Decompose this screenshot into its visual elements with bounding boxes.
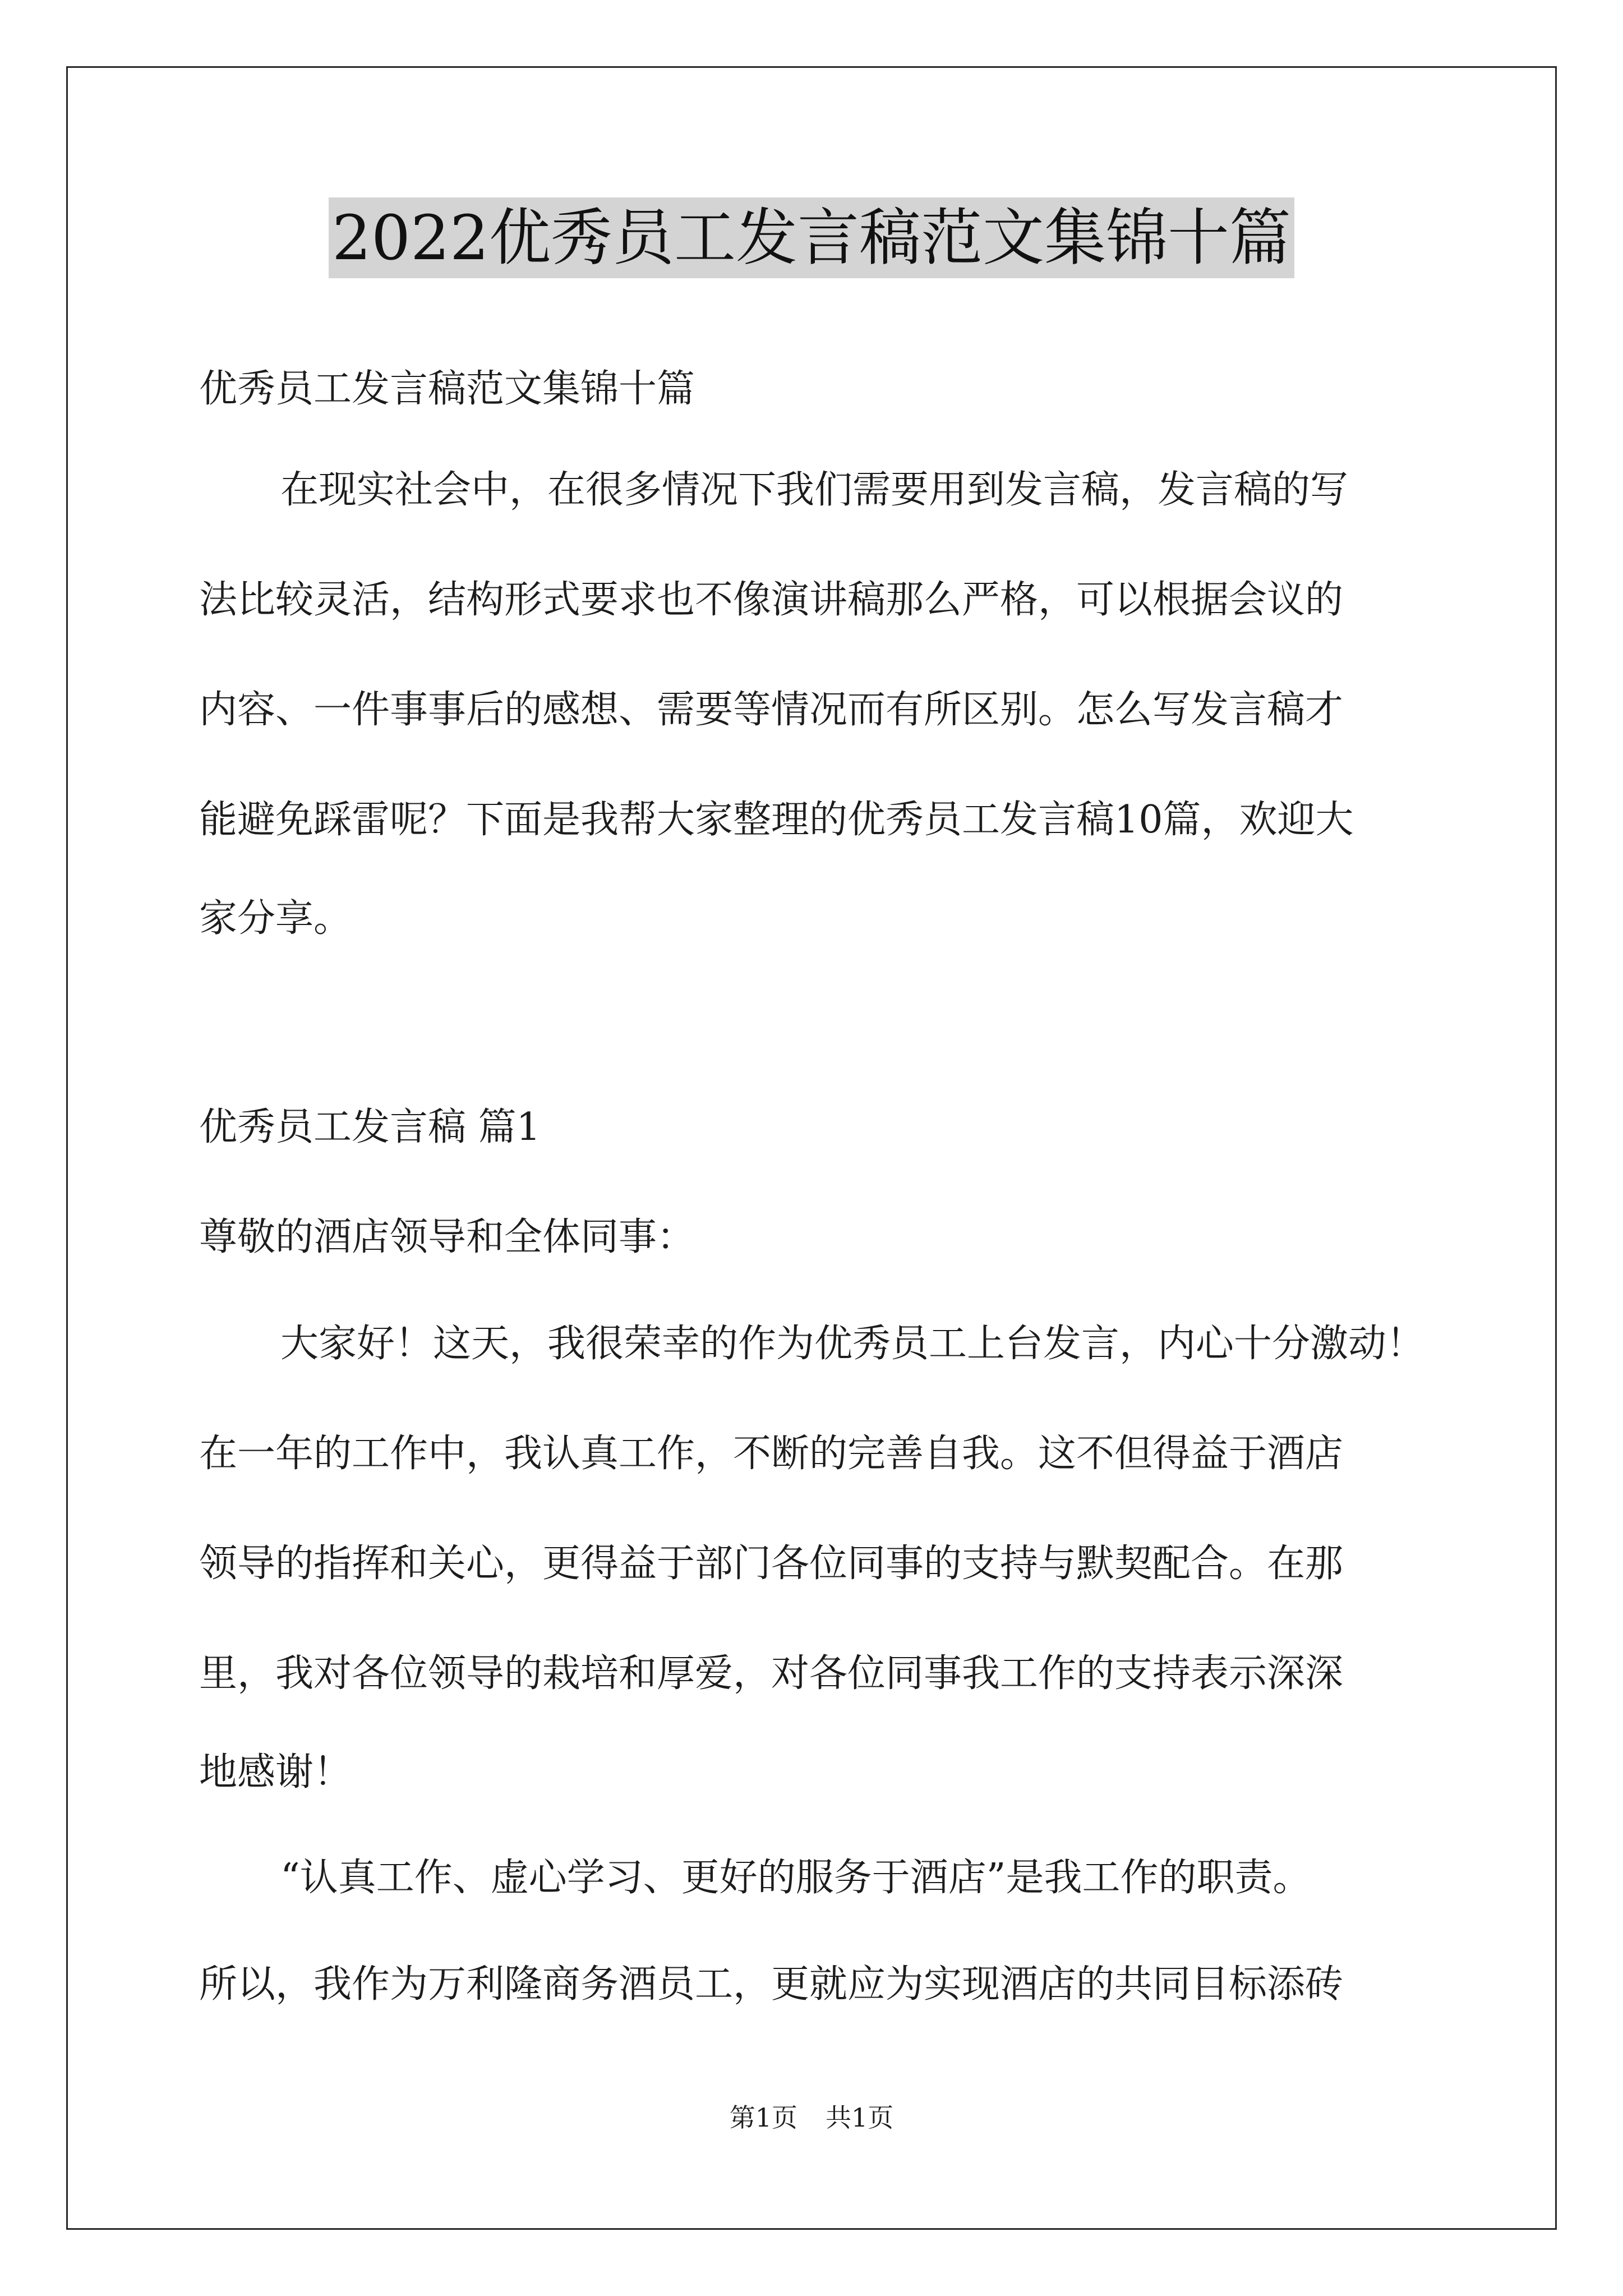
- intro-line: 法比较灵活，结构形式要求也不像演讲稿那么严格，可以根据会议的: [199, 578, 1344, 622]
- paragraph-line: 大家好！这天，我很荣幸的作为优秀员工上台发言，内心十分激动！: [280, 1322, 1425, 1366]
- document-subtitle: 优秀员工发言稿范文集锦十篇: [199, 367, 695, 411]
- page-number: 第1页: [729, 2102, 797, 2133]
- paragraph-line: 领导的指挥和关心，更得益于部门各位同事的支持与默契配合。在那: [199, 1542, 1344, 1586]
- section-heading: 优秀员工发言稿 篇1: [199, 1105, 541, 1149]
- intro-line: 内容、一件事事后的感想、需要等情况而有所区别。怎么写发言稿才: [199, 688, 1344, 732]
- page-total: 共1页: [826, 2102, 894, 2133]
- intro-line: 家分享。: [199, 896, 352, 941]
- paragraph-line: 在一年的工作中，我认真工作，不断的完善自我。这不但得益于酒店: [199, 1432, 1344, 1476]
- intro-line: 在现实社会中，在很多情况下我们需要用到发言稿，发言稿的写: [280, 468, 1349, 512]
- paragraph-line: 地感谢！: [199, 1750, 352, 1795]
- document-title: 2022优秀员工发言稿范文集锦十篇: [329, 197, 1294, 278]
- title-container: [0, 197, 1623, 278]
- salutation: 尊敬的酒店领导和全体同事：: [199, 1215, 695, 1259]
- paragraph-line: 所以，我作为万利隆商务酒员工，更就应为实现酒店的共同目标添砖: [199, 1962, 1344, 2007]
- paragraph-line: 里，我对各位领导的栽培和厚爱，对各位同事我工作的支持表示深深: [199, 1651, 1344, 1696]
- intro-line: 能避免踩雷呢？下面是我帮大家整理的优秀员工发言稿10篇，欢迎大: [199, 798, 1354, 842]
- paragraph-line: “认真工作、虚心学习、更好的服务于酒店”是我工作的职责。: [280, 1856, 1311, 1900]
- page-footer: [0, 2101, 1623, 2134]
